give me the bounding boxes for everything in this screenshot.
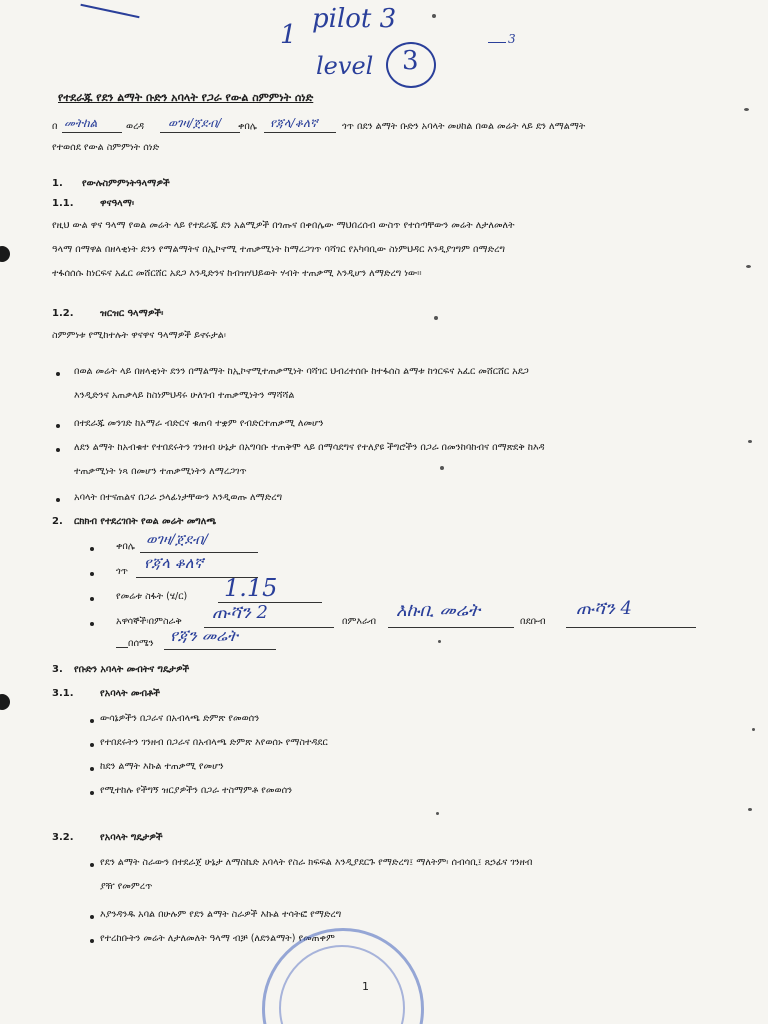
objective-1-line1: በወል መሬት ላይ በዘላቂነት ደንን በማልማት ከኢኮኖሚተጠቃሚነት ባሻገር ህብረተሰቡ ከተፋሰስ ልማቱ ከጎርፍና አፈር መሸርሸር አደጋ — [74, 366, 529, 377]
section1-number: 1. — [52, 178, 63, 189]
bullet-dot — [90, 547, 94, 551]
land-north-line — [164, 649, 276, 650]
right-1: ውሳኔዎችን በጋራና በአብላጫ ድምጽ የመወሰን — [100, 713, 260, 724]
bullet-dot — [90, 767, 94, 771]
land-south-value: ጡሻን 4 — [576, 598, 632, 619]
bullet-dot — [90, 719, 94, 723]
section1-title: የውሉስምምነትዓላማዎች — [82, 178, 170, 189]
land-west-value: እኩቢ መሬት — [396, 600, 481, 621]
intro-woreda-value: ወገዛ/ጀደብ/ — [168, 116, 222, 130]
bullet-dot — [56, 424, 60, 428]
level-circle-number: 3 — [402, 46, 419, 76]
section1-1-title: ዋናዓላማ፡ — [100, 198, 135, 209]
speck — [432, 14, 436, 18]
bullet-dot — [90, 743, 94, 747]
bullet-dot — [90, 915, 94, 919]
land-north-value: የጃን መሬት — [170, 626, 238, 645]
intro-kebele-label: ቀበሌ — [238, 121, 257, 132]
bullet-dot — [56, 372, 60, 376]
right-2: የተበደሩትን ገንዘብ በጋራና በአብላጫ ድምጽ እየወሰኑ የማስተዳደር — [100, 737, 328, 748]
objective-1-line2: እንዲድንና አጠቃላይ ከስነምህዳሩ ሁለገብ ተጠቃሚነትን ማሻሻል — [74, 390, 295, 401]
speck — [744, 108, 749, 111]
section3-1-number: 3.1. — [52, 688, 74, 699]
section3-1-title: የአባላት መብቶች — [100, 688, 160, 699]
right-4: የሚተከሉ የችግኝ ዝርያዎችን በጋራ ተስማምቶ የመወሰን — [100, 785, 293, 796]
bullet-dot — [90, 863, 94, 867]
section2-number: 2. — [52, 516, 63, 527]
objective-2: በተደራጁ መንገድ ከአማራ ብድርና ቁጠባ ተቋም የብድርተጠቃሚ ለመሆን — [74, 418, 324, 429]
handwritten-pilot: pilot 3 — [312, 4, 397, 34]
bullet-dot — [56, 498, 60, 502]
intro-woreda-line — [160, 132, 240, 133]
section1-1-number: 1.1. — [52, 198, 74, 209]
bullet-dot — [90, 572, 94, 576]
land-kebele-line — [140, 552, 258, 553]
intro-kebele-line — [264, 132, 336, 133]
right-3: ከደን ልማት እኩል ተጠቃሚ የመሆን — [100, 761, 224, 772]
duty-3: የተረከቡትን መሬት ለታለመለት ዓላማ ብቻ (ለደንልማት) የመጠቀም — [100, 933, 335, 944]
intro-woreda-label: ወረዳ — [126, 121, 145, 132]
intro-text: ጎጥ በደን ልማት ቡድን አባላት መሀከል በወል መሬት ላይ ደን ለማልማት — [342, 121, 586, 132]
speck — [748, 440, 752, 443]
intro-zone-line — [62, 132, 122, 133]
handwritten-number: 1 — [280, 20, 297, 50]
land-south-label: በደቡብ — [520, 616, 546, 627]
section1-1-paragraph-line1: የዚህ ውል ዋና ዓላማ የወል መሬት ላይ የተደራጁ ደን አልሚዎች በጎጡና በቀበሌው ማህበረሰብ ውስጥ የተሰጣቸውን መሬት ለታለመለት — [52, 220, 515, 231]
handwritten-level: level — [316, 52, 374, 80]
land-area-value: 1.15 — [224, 574, 278, 602]
section1-2-number: 1.2. — [52, 308, 74, 319]
land-kebele-value: ወገዛ/ጀደብ/ — [146, 532, 209, 548]
bullet-dot — [90, 622, 94, 626]
objective-3-line2: ተጠቃሚነት ነጻ በመሆን ተጠቃሚነትን ለማረጋገጥ — [74, 466, 247, 477]
land-south-line — [566, 627, 696, 628]
intro-text-line2: የተወሰደ የውል ስምምነት ሰነድ — [52, 142, 160, 153]
handwritten-stroke — [80, 4, 139, 18]
page-number: 1 — [362, 980, 369, 993]
section3-2-title: የአባላት ግዴታዎች — [100, 832, 163, 843]
bullet-dot — [90, 597, 94, 601]
speck — [748, 808, 752, 811]
punch-hole-middle — [0, 694, 10, 710]
speck — [434, 316, 438, 320]
duty-1-line1: የደን ልማት ስራውን በተደራጀ ሁኔታ ለማስኬድ አባላት የስራ ክፍፍል እንዲያደርጉ የማድረግ፤ ማለትም፡ ሰብሳቢ፤ ጸኃፊና ገንዘብ — [100, 857, 533, 868]
speck — [436, 812, 439, 815]
land-west-line — [388, 627, 514, 628]
intro-kebele-value: የጃላ/ቆለኛ — [270, 116, 318, 130]
land-north-leading-line — [116, 647, 128, 648]
land-east-value: ጡሻን 2 — [212, 602, 268, 623]
land-west-label: በምእራብ — [342, 616, 377, 627]
land-neighbors-label: አዋሳኞች፡በምስራቅ — [116, 616, 182, 627]
objective-3-line1: ለደን ልማት ከአብቁተ የተበደሩትን ገንዘብ ሁኔታ በአግባቡ ተጠቅሞ ላይ በማሳደግና የተለያዩ ችግሮችን በጋራ በመንከባከብና በማጽደቅ ከእዳ — [74, 442, 545, 453]
duty-1-line2: ያዥ የመምረጥ — [100, 881, 153, 892]
land-kebele-label: ቀበሌ — [116, 541, 135, 552]
section3-number: 3. — [52, 664, 63, 675]
section3-title: የቡድን አባላት መብትና ግዴታዎች — [74, 664, 190, 675]
speck — [438, 640, 441, 643]
land-north-label: በሰሜን — [128, 638, 154, 649]
section1-1-paragraph-line2: ዓላማ በማዋል በዘላቂነት ደንን የማልማትና በኢኮኖሚ ተጠቃሚነት ከማረጋገጥ ባሻገር የአካባቢው ስነምህዳር እንዲያገግም በማድረግ — [52, 244, 505, 255]
section1-2-title: ዝርዝር ዓላማዎች፡ — [100, 308, 164, 319]
bullet-dot — [90, 939, 94, 943]
land-got-value: የጃላ ቆለኛ — [144, 554, 204, 572]
section1-2-intro: ስምምነቱ የሚከተሉት ዋናዋና ዓላማዎች ይኖሩታል፡ — [52, 330, 226, 341]
punch-hole-top — [0, 246, 10, 262]
objective-4: አባላት በተናጠልና በጋራ ኃላፊነታቸውን እንዲወጡ ለማድረግ — [74, 492, 283, 503]
intro-prefix: በ — [52, 121, 58, 132]
bullet-dot — [56, 448, 60, 452]
section2-title: ርክክብ የተደረገበት የወል መሬት መግለጫ — [74, 516, 217, 527]
duty-2: እያንዳንዱ አባል በሁሉም የደን ልማት ስራዎች እኩል ተሳትፎ የማድረግ — [100, 909, 342, 920]
section3-2-number: 3.2. — [52, 832, 74, 843]
handwritten-small-mark: 3 — [508, 32, 516, 46]
intro-zone-value: መትከል — [64, 116, 98, 130]
land-area-label: የመሬቱ ስፋት (ሄ/ር) — [116, 591, 188, 602]
document-title: የተደራጁ የደን ልማት ቡድን አባላት የጋራ የውል ስምምነት ሰነድ — [58, 91, 314, 104]
speck — [746, 265, 751, 268]
speck — [752, 728, 755, 731]
section1-1-paragraph-line3: ተፋሰሰሱ ከነርፍና አፈር መሸርሸር አደጋ እንዲድንና ከብዝሃህይወት ሃብት ተጠቃሚ እንዲሆን ለማድረግ ነው። — [52, 268, 422, 279]
land-got-label: ጎጥ — [116, 566, 128, 577]
handwritten-dash — [488, 42, 506, 43]
speck — [440, 466, 444, 470]
bullet-dot — [90, 791, 94, 795]
